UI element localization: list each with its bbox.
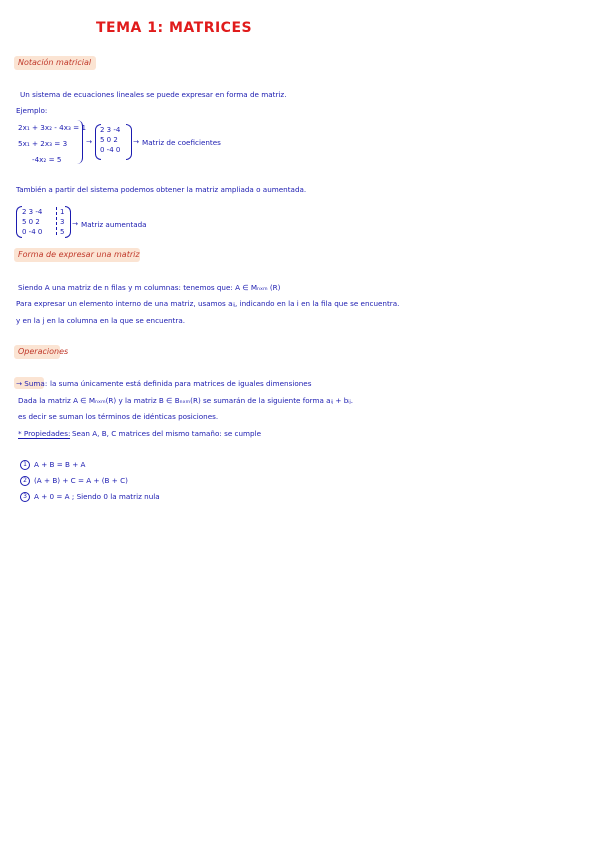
coef-matrix-row-3: 0 -4 0 <box>100 146 121 154</box>
property-item <box>20 492 160 502</box>
section-heading-operaciones: Operaciones <box>18 347 69 356</box>
property-text: A + B = B + A <box>34 460 86 469</box>
forma-line-2: Para expresar un elemento interno de una matriz, usamos aᵢⱼ, indicando en la i en la fila que se encuentra. <box>16 299 400 308</box>
number-circle-icon: 3 <box>20 492 30 502</box>
coef-matrix-label: Matriz de coeficientes <box>142 138 221 147</box>
suma-line-1: la suma únicamente está definida para matrices de iguales dimensiones <box>50 379 312 388</box>
suma-line-3: es decir se suman los términos de idénticas posiciones. <box>18 412 219 421</box>
coef-matrix-row-2: 5 0 2 <box>100 136 118 144</box>
example-label: Ejemplo: <box>16 106 48 115</box>
property-text: (A + B) + C = A + (B + C) <box>34 476 128 485</box>
arrow-icon: → <box>72 219 79 228</box>
aug-matrix-col-2: 3 <box>60 218 65 226</box>
section-heading-notacion: Notación matricial <box>18 58 92 67</box>
aug-matrix-row-2: 5 0 2 <box>22 218 40 226</box>
section-heading-forma: Forma de expresar una matriz <box>18 250 140 259</box>
aug-matrix-divider <box>56 207 57 235</box>
coef-matrix-row-1: 2 3 -4 <box>100 126 121 134</box>
equation-1: 2x₁ + 3x₂ - 4x₃ = 1 <box>18 123 87 132</box>
arrow-icon: → <box>133 137 140 146</box>
property-item <box>20 476 128 486</box>
suma-line-2: Dada la matriz A ∈ Mₙₓₘ(R) y la matriz B ∈ Bₙₓₘ(R) se sumarán de la siguiente forma aᵢⱼ + bᵢⱼ. <box>18 396 354 405</box>
number-circle-icon: 1 <box>20 460 30 470</box>
propiedades-text: Sean A, B, C matrices del mismo tamaño: se cumple <box>72 429 262 438</box>
property-text: A + 0 = A ; Siendo 0 la matriz nula <box>34 492 160 501</box>
arrow-icon: → <box>86 137 93 146</box>
system-brace <box>76 120 83 164</box>
page-title: TEMA 1: MATRICES <box>96 20 253 36</box>
propiedades-label: * Propiedades: <box>18 429 71 438</box>
aug-matrix-col-3: 5 <box>60 228 65 236</box>
aug-matrix-row-3: 0 -4 0 <box>22 228 43 236</box>
forma-line-1: Siendo A una matriz de n filas y m columnas: tenemos que: A ∈ Mₙₓₘ (R) <box>18 283 281 292</box>
ampliada-text: También a partir del sistema podemos obtener la matriz ampliada o aumentada. <box>16 185 307 194</box>
intro-text: Un sistema de ecuaciones lineales se puede expresar en forma de matriz. <box>20 90 287 99</box>
aug-matrix-label: Matriz aumentada <box>81 220 147 229</box>
equation-2: 5x₁ + 2x₃ = 3 <box>18 139 68 148</box>
property-item <box>20 460 85 470</box>
forma-line-3: y en la j en la columna en la que se encuentra. <box>16 316 186 325</box>
aug-matrix-row-1: 2 3 -4 <box>22 208 43 216</box>
aug-matrix-right-paren <box>65 206 71 238</box>
aug-matrix-col-1: 1 <box>60 208 65 216</box>
suma-label: → Suma: <box>16 379 48 388</box>
equation-3: -4x₂ = 5 <box>32 155 62 164</box>
number-circle-icon: 2 <box>20 476 30 486</box>
matrix-right-paren <box>126 124 132 160</box>
